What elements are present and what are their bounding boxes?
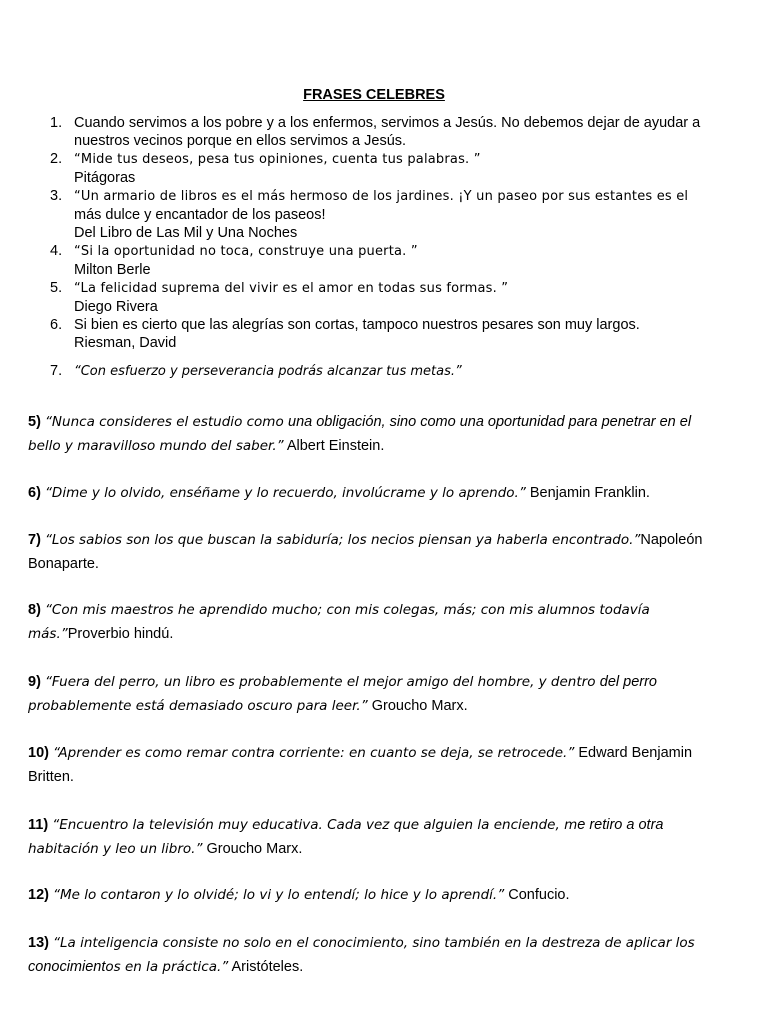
list-number: 2.	[50, 151, 63, 167]
list-item	[42, 114, 732, 150]
list-item	[42, 187, 732, 242]
quote-text: “Los sabios son los que buscan la sabiduría; los necios piensan ya haberla encontrado.”	[44, 532, 641, 548]
list-number: 1.	[50, 115, 63, 131]
quote-entry	[28, 410, 728, 458]
quote-text: “Encuentro la televisión muy educativa. Cada vez que alguien la enciende, m	[52, 817, 578, 833]
list-quote: “Con esfuerzo y perseverancia podrás alcanzar tus metas.”	[74, 364, 462, 379]
quote-entry	[28, 481, 728, 505]
quote-author: Proverbio hindú.	[67, 626, 174, 642]
quote-text: “La inteligencia consiste no solo en el conocimiento, sino también en la destreza de aplicar los	[53, 935, 695, 951]
quote-author: Napoleón	[640, 532, 703, 548]
quote-text-continued: probablemente está demasiado oscuro para leer.”	[28, 698, 368, 714]
list-author: Diego Rivera	[74, 299, 158, 315]
list-author: Riesman, David	[74, 335, 177, 351]
list-item	[42, 242, 732, 279]
quote-number: 6)	[28, 485, 41, 501]
quote-entry	[28, 741, 728, 789]
list-quote: “Si la oportunidad no toca, construye una puerta. ”	[74, 244, 418, 259]
quote-text-emphasis: conocimient	[28, 959, 106, 975]
quote-number: 13)	[28, 935, 49, 951]
quote-text-continued: bello y maravilloso mundo del saber.”	[28, 438, 284, 454]
list-author: Milton Berle	[74, 262, 151, 278]
list-text: Cuando servimos a los pobre y a los enfermos, servimos a Jesús. No debemos dejar de ayudar a nuestros vecinos porque en ellos servimos a Jesús.	[74, 115, 701, 149]
list-quote: “Mide tus deseos, pesa tus opiniones, cuenta tus palabras. ”	[74, 152, 481, 167]
quote-text-emphasis: e retiro a otra	[577, 817, 664, 833]
quote-text-continued: habitación y leo un libro.”	[28, 841, 203, 857]
quote-entry	[28, 931, 728, 979]
quote-number: 9)	[28, 674, 41, 690]
list-number: 4.	[50, 243, 63, 259]
quote-text: “Fuera del perro, un libro es probablemente el mejor amigo del hombre, y dentro	[44, 674, 600, 690]
numbered-quote-list	[42, 114, 732, 381]
list-quote-continued: más dulce y encantador de los paseos!	[74, 207, 326, 223]
list-item	[42, 279, 732, 316]
quote-text-emphasis: una obligación, sino como una oportunidad para penetrar en el	[288, 414, 692, 430]
quote-number: 8)	[28, 602, 41, 618]
list-item	[42, 150, 732, 187]
list-text: Si bien es cierto que las alegrías son cortas, tampoco nuestros pesares son muy largos.	[74, 317, 640, 333]
quote-entry	[28, 883, 728, 907]
list-item	[42, 316, 732, 352]
quote-author: Groucho Marx.	[202, 841, 303, 857]
quote-author: Confucio.	[504, 887, 570, 903]
list-item	[42, 362, 732, 381]
quote-text: “Nunca consideres el estudio como	[44, 414, 288, 430]
quote-number: 12)	[28, 887, 49, 903]
list-number: 3.	[50, 188, 63, 204]
quote-entry	[28, 598, 728, 646]
quote-author: Albert Einstein.	[283, 438, 385, 454]
list-quote: “La felicidad suprema del vivir es el amor en todas sus formas. ”	[74, 281, 509, 296]
quote-number: 11)	[28, 817, 49, 833]
page-title: FRASES CELEBRES	[303, 87, 445, 103]
list-number: 5.	[50, 280, 63, 296]
quote-text-continued: os en la práctica.”	[105, 959, 229, 975]
list-number: 6.	[50, 317, 63, 333]
quote-author: Groucho Marx.	[367, 698, 468, 714]
quote-author: Aristóteles.	[228, 959, 304, 975]
quote-author-continued: Bonaparte.	[28, 556, 99, 572]
quote-text: “Aprender es como remar contra corriente: en cuanto se deja, se retrocede.”	[53, 745, 575, 761]
list-author: Pitágoras	[74, 170, 136, 186]
quote-text-continued: más.”	[28, 626, 68, 642]
quote-number: 5)	[28, 414, 41, 430]
list-number: 7.	[50, 363, 63, 379]
quote-text: “Dime y lo olvido, enséñame y lo recuerdo, involúcrame y lo aprendo.”	[44, 485, 526, 501]
quote-entry	[28, 670, 728, 718]
quote-text: “Con mis maestros he aprendido mucho; con mis colegas, más; con mis alumnos todavía	[44, 602, 650, 618]
quote-number: 7)	[28, 532, 41, 548]
quote-text: “Me lo contaron y lo olvidé; lo vi y lo entendí; lo hice y lo aprendí.”	[53, 887, 505, 903]
quote-author: Benjamin Franklin.	[525, 485, 650, 501]
quote-entry	[28, 528, 728, 576]
list-author: Del Libro de Las Mil y Una Noches	[74, 225, 298, 241]
quote-author-continued: Britten.	[28, 769, 74, 785]
list-quote: “Un armario de libros es el más hermoso de los jardines. ¡Y un paseo por sus estantes es el	[74, 189, 689, 204]
quote-text-emphasis: del perro	[599, 674, 657, 690]
quote-number: 10)	[28, 745, 49, 761]
quote-entry	[28, 813, 728, 861]
quote-author: Edward Benjamin	[574, 745, 693, 761]
